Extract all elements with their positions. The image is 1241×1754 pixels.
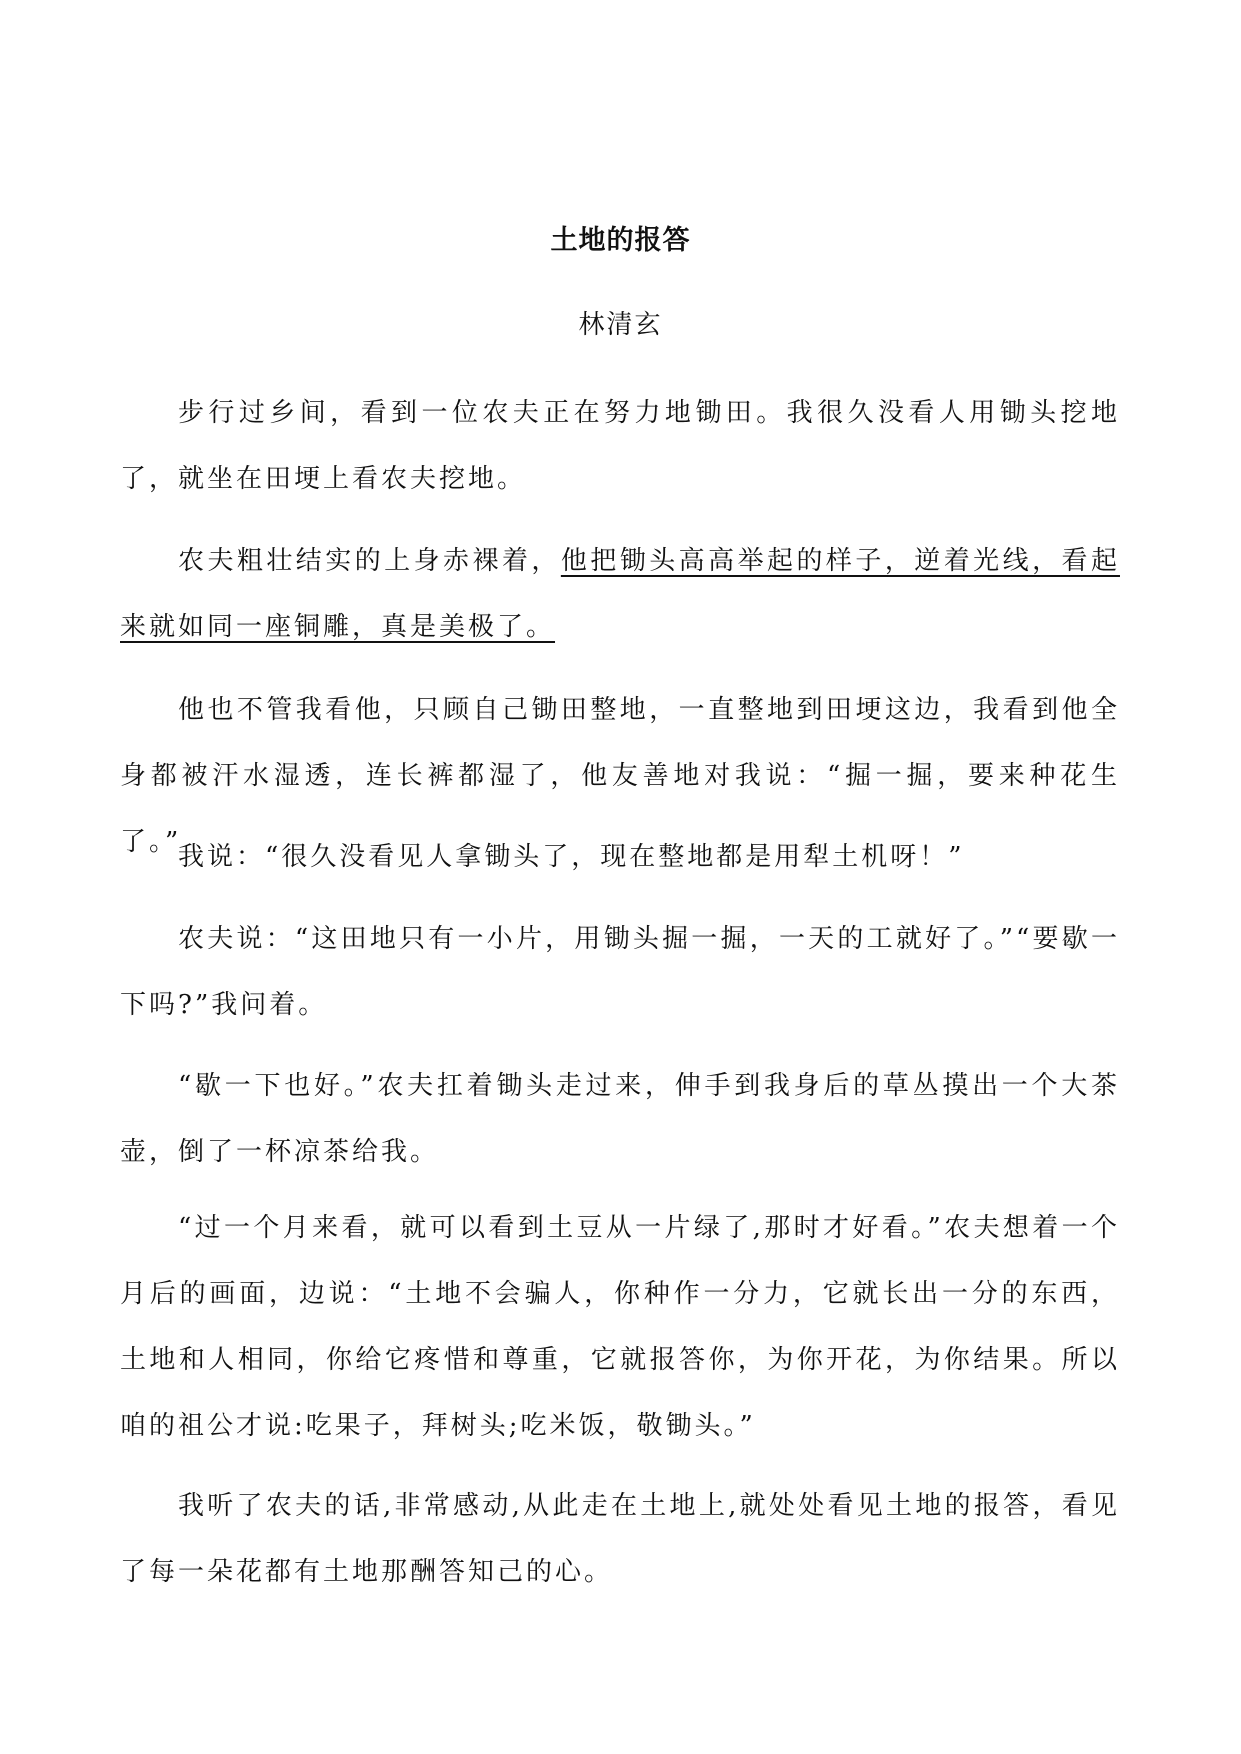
paragraph-1: 步行过乡间，看到一位农夫正在努力地锄田。我很久没看人用锄头挖地了，就坐在田埂上看农夫挖地。 xyxy=(120,398,1120,494)
paragraph-4: 我说：“很久没看见人拿锄头了，现在整地都是用犁土机呀！” xyxy=(178,842,965,872)
paragraph-2 xyxy=(120,528,1120,660)
paragraph-5: 农夫说：“这田地只有一小片，用锄头掘一掘，一天的工就好了。”“要歇一下吗?”我问着。 xyxy=(120,924,1120,1020)
essay-title: 土地的报答 xyxy=(550,225,691,256)
paragraph-8: 我听了农夫的话,非常感动,从此走在土地上,就处处看见土地的报答，看见了每一朵花都有土地那酬答知己的心。 xyxy=(120,1491,1120,1587)
paragraph-3: 他也不管我看他，只顾自己锄田整地，一直整地到田埂这边，我看到他全身都被汗水湿透，连长裤都湿了，他友善地对我说：“掘一掘，要来种花生了。” xyxy=(120,695,1120,857)
paragraph-7: “过一个月来看，就可以看到土豆从一片绿了,那时才好看。”农夫想着一个月后的画面，边说：“土地不会骗人，你种作一分力，它就长出一分的东西，土地和人相同，你给它疼惜和尊重，它就报答你，为你开花，为你结果。所以咱的祖公才说:吃果子，拜树头;吃米饭，敬锄头。” xyxy=(120,1213,1120,1441)
essay-author: 林清玄 xyxy=(578,310,663,340)
paragraph-6: “歇一下也好。”农夫扛着锄头走过来，伸手到我身后的草丛摸出一个大茶壶，倒了一杯凉茶给我。 xyxy=(120,1071,1120,1167)
paragraph-2-lead-text: 农夫粗壮结实的上身赤裸着， xyxy=(178,546,561,576)
underlined-sentence: 他把锄头高高举起的样子，逆着光线，看起来就如同一座铜雕，真是美极了。 xyxy=(120,546,1120,642)
